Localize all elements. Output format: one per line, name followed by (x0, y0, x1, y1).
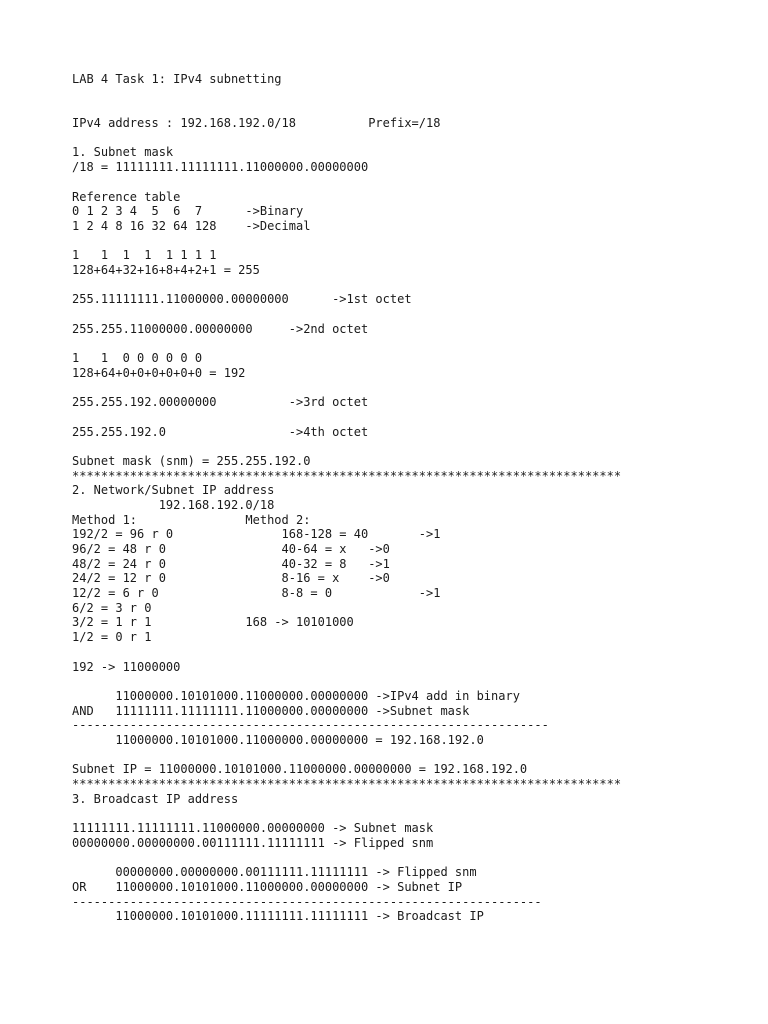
text-line (72, 101, 732, 116)
text-line (72, 439, 732, 454)
text-line: 11000000.10101000.11000000.00000000 = 192.168.192.0 (72, 732, 484, 747)
text-line: ------------------------------------------------------------------ (72, 718, 549, 733)
text-line: 1 1 0 0 0 0 0 0 (72, 351, 203, 366)
text-line: 255.255.192.0 ->4th octet (72, 424, 369, 439)
text-line: 00000000.00000000.00111111.11111111 -> Flipped snm (72, 865, 477, 880)
text-line: 1 2 4 8 16 32 64 128 ->Decimal (72, 218, 311, 233)
text-line (72, 674, 732, 689)
text-line (72, 175, 732, 190)
text-line: Reference table (72, 189, 181, 204)
text-line: Subnet mask (snm) = 255.255.192.0 (72, 453, 311, 468)
text-line: **************************************************************************** (72, 777, 622, 791)
text-line (72, 336, 732, 351)
text-line: 11000000.10101000.11000000.00000000 ->IPv4 add in binary (72, 688, 520, 703)
text-line: 3. Broadcast IP address (72, 791, 239, 806)
text-line (72, 806, 732, 821)
text-line: 1/2 = 0 r 1 (72, 630, 152, 645)
text-line: 00000000.00000000.00111111.11111111 -> Flipped snm (72, 835, 434, 850)
text-line (72, 131, 732, 146)
text-line: /18 = 11111111.11111111.11000000.00000000 (72, 160, 369, 175)
text-line: **************************************************************************** (72, 468, 622, 483)
text-line: 48/2 = 24 r 0 40-32 = 8 ->1 (72, 556, 390, 571)
text-line: 11000000.10101000.11111111.11111111 -> Broadcast IP (72, 909, 484, 924)
text-line: 192 -> 11000000 (72, 659, 181, 674)
text-line: 128+64+0+0+0+0+0+0 = 192 (72, 365, 246, 380)
text-line: 1 1 1 1 1 1 1 1 (72, 248, 217, 263)
text-line: 96/2 = 48 r 0 40-64 = x ->0 (72, 542, 390, 556)
text-line (72, 748, 732, 763)
text-line (72, 410, 732, 425)
text-line: 1. Subnet mask (72, 145, 174, 160)
text-line: 255.255.11000000.00000000 ->2nd octet (72, 321, 369, 336)
text-line (72, 307, 732, 322)
text-line (72, 278, 732, 293)
text-line: 255.11111111.11000000.00000000 ->1st octet (72, 292, 412, 307)
text-line: ----------------------------------------------------------------- (72, 894, 542, 909)
text-line: Subnet IP = 11000000.10101000.11000000.00000000 = 192.168.192.0 (72, 762, 528, 777)
text-line: 12/2 = 6 r 0 8-8 = 0 ->1 (72, 586, 441, 601)
text-line: 24/2 = 12 r 0 8-16 = x ->0 (72, 571, 390, 586)
text-line: LAB 4 Task 1: IPv4 subnetting (72, 72, 282, 86)
text-line (72, 87, 732, 102)
text-line: 192.168.192.0/18 (72, 497, 275, 512)
text-line (72, 850, 732, 865)
text-line: 11111111.11111111.11000000.00000000 -> Subnet mask (72, 821, 434, 836)
text-line: 6/2 = 3 r 0 (72, 600, 152, 615)
text-line: 2. Network/Subnet IP address (72, 483, 275, 498)
text-line (72, 234, 732, 249)
text-line: 192/2 = 96 r 0 168-128 = 40 ->1 (72, 527, 441, 542)
text-line: 128+64+32+16+8+4+2+1 = 255 (72, 262, 260, 277)
text-line (72, 380, 732, 395)
document-body (72, 72, 732, 924)
text-line: AND 11111111.11111111.11000000.00000000 ->Subnet mask (72, 703, 470, 718)
text-line: OR 11000000.10101000.11000000.00000000 -> Subnet IP (72, 879, 463, 894)
text-line: Method 1: Method 2: (72, 512, 311, 527)
text-line (72, 645, 732, 660)
text-line: 0 1 2 3 4 5 6 7 ->Binary (72, 204, 304, 219)
text-line: IPv4 address : 192.168.192.0/18 Prefix=/18 (72, 116, 441, 131)
text-line: 3/2 = 1 r 1 168 -> 10101000 (72, 615, 354, 630)
text-line: 255.255.192.00000000 ->3rd octet (72, 395, 369, 410)
